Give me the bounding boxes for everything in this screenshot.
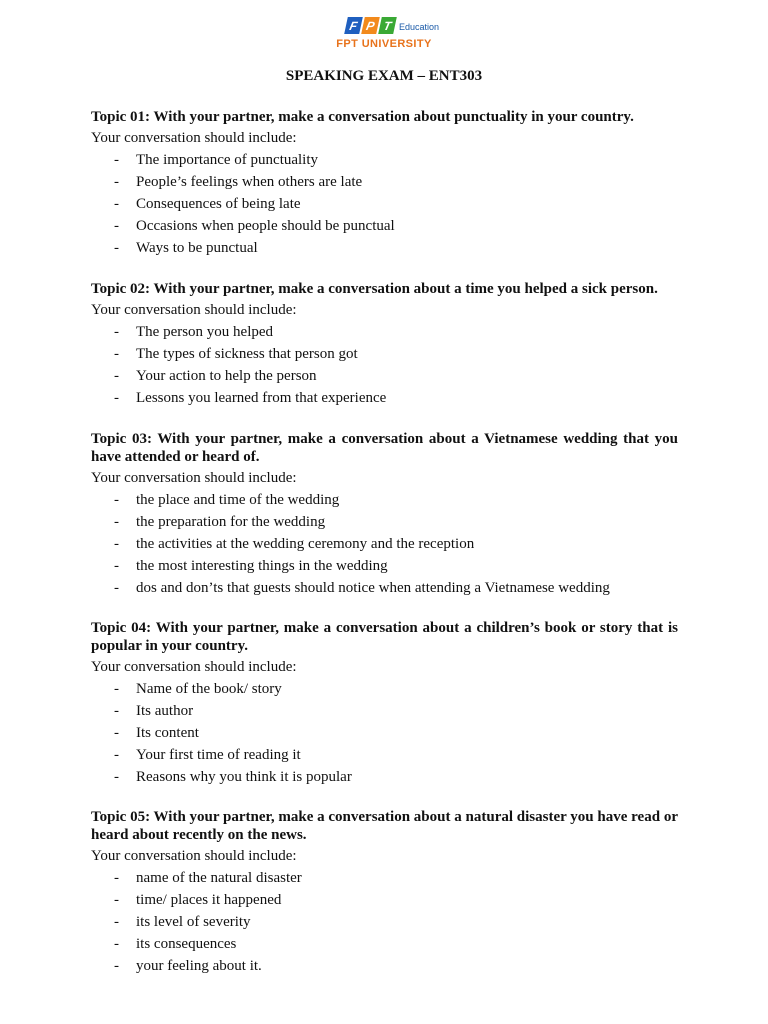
topic-intro: Your conversation should include:: [91, 302, 297, 318]
list-item: - its consequences: [114, 936, 237, 952]
list-item-text: your feeling about it.: [136, 958, 262, 974]
list-item-text: Ways to be punctual: [136, 240, 258, 256]
list-item: - Your first time of reading it: [114, 747, 301, 763]
list-item: - Ways to be punctual: [114, 240, 258, 256]
list-item-text: Name of the book/ story: [136, 681, 282, 697]
list-item: - Occasions when people should be punctual: [114, 218, 395, 234]
list-item: - the activities at the wedding ceremony and the reception: [114, 536, 475, 552]
bullet-list: [91, 490, 678, 600]
bullet-list: [91, 322, 678, 410]
list-item: - the preparation for the wedding: [114, 514, 326, 530]
fpt-logo-tiles: [346, 17, 395, 34]
list-item-text: Reasons why you think it is popular: [136, 769, 352, 785]
list-item: - The person you helped: [114, 324, 274, 340]
topic-02: [91, 280, 678, 410]
list-item: - its level of severity: [114, 914, 251, 930]
topic-heading: Topic 02: With your partner, make a conversation about a time you helped a sick person.: [91, 281, 658, 297]
topic-04: [91, 619, 678, 789]
list-item: - The importance of punctuality: [114, 152, 319, 168]
list-item-text: Its author: [136, 703, 194, 719]
topic-heading: Topic 03: With your partner, make a conversation about a Vietnamese wedding that you have attended or heard of.: [91, 431, 678, 465]
logo-education-text: Education: [399, 22, 440, 32]
fpt-logo: [346, 12, 439, 34]
university-name: FPT UNIVERSITY: [336, 38, 432, 50]
page-title: SPEAKING EXAM – ENT303: [285, 68, 483, 84]
topic-intro: Your conversation should include:: [91, 659, 297, 675]
list-item: - your feeling about it.: [114, 958, 262, 974]
list-item-text: Your action to help the person: [136, 368, 317, 384]
list-item: - Name of the book/ story: [114, 681, 282, 697]
list-item-text: the most interesting things in the wedding: [136, 558, 388, 574]
list-item-text: name of the natural disaster: [136, 870, 302, 886]
bullet-list: [91, 868, 678, 978]
list-item: - Its author: [114, 703, 194, 719]
list-item-text: dos and don’ts that guests should notice when attending a Vietnamese wedding: [136, 580, 610, 596]
logo-tile-f: F: [344, 17, 363, 34]
topic-intro: Your conversation should include:: [91, 848, 297, 864]
list-item-text: Your first time of reading it: [136, 747, 301, 763]
list-item-text: Consequences of being late: [136, 196, 301, 212]
logo-tile-p: P: [361, 17, 380, 34]
topic-heading: Topic 04: With your partner, make a conversation about a children’s book or story that is popular in your country.: [91, 620, 678, 654]
list-item-text: its level of severity: [136, 914, 251, 930]
list-item: - time/ places it happened: [114, 892, 282, 908]
topic-05: [91, 808, 678, 978]
list-item-text: People’s feelings when others are late: [136, 174, 363, 190]
list-item-text: The person you helped: [136, 324, 274, 340]
topic-01: [91, 108, 678, 260]
list-item-text: Occasions when people should be punctual: [136, 218, 395, 234]
list-item: - dos and don’ts that guests should notice when attending a Vietnamese wedding: [114, 580, 610, 596]
list-item: - Consequences of being late: [114, 196, 301, 212]
header: [0, 8, 768, 56]
list-item-text: the preparation for the wedding: [136, 514, 326, 530]
list-item: - Lessons you learned from that experience: [114, 390, 387, 406]
topic-heading: Topic 05: With your partner, make a conversation about a natural disaster you have read or heard about recently on the news.: [91, 809, 678, 843]
topic-heading: Topic 01: With your partner, make a conversation about punctuality in your country.: [91, 109, 634, 125]
topic-intro: Your conversation should include:: [91, 470, 297, 486]
list-item: - the place and time of the wedding: [114, 492, 340, 508]
bullet-list: [91, 679, 678, 789]
logo-tile-t: T: [378, 17, 397, 34]
list-item-text: the activities at the wedding ceremony and the reception: [136, 536, 475, 552]
list-item-text: Its content: [136, 725, 199, 741]
list-item: - Its content: [114, 725, 199, 741]
list-item: - the most interesting things in the wedding: [114, 558, 388, 574]
bullet-list: [91, 150, 678, 260]
topic-intro: Your conversation should include:: [91, 130, 297, 146]
list-item-text: its consequences: [136, 936, 237, 952]
list-item-text: the place and time of the wedding: [136, 492, 340, 508]
list-item: - The types of sickness that person got: [114, 346, 358, 362]
list-item-text: Lessons you learned from that experience: [136, 390, 387, 406]
list-item: - name of the natural disaster: [114, 870, 302, 886]
topic-03: [91, 430, 678, 600]
list-item-text: time/ places it happened: [136, 892, 282, 908]
list-item-text: The importance of punctuality: [136, 152, 319, 168]
list-item: - Your action to help the person: [114, 368, 317, 384]
list-item-text: The types of sickness that person got: [136, 346, 358, 362]
list-item: - People’s feelings when others are late: [114, 174, 363, 190]
list-item: - Reasons why you think it is popular: [114, 769, 352, 785]
